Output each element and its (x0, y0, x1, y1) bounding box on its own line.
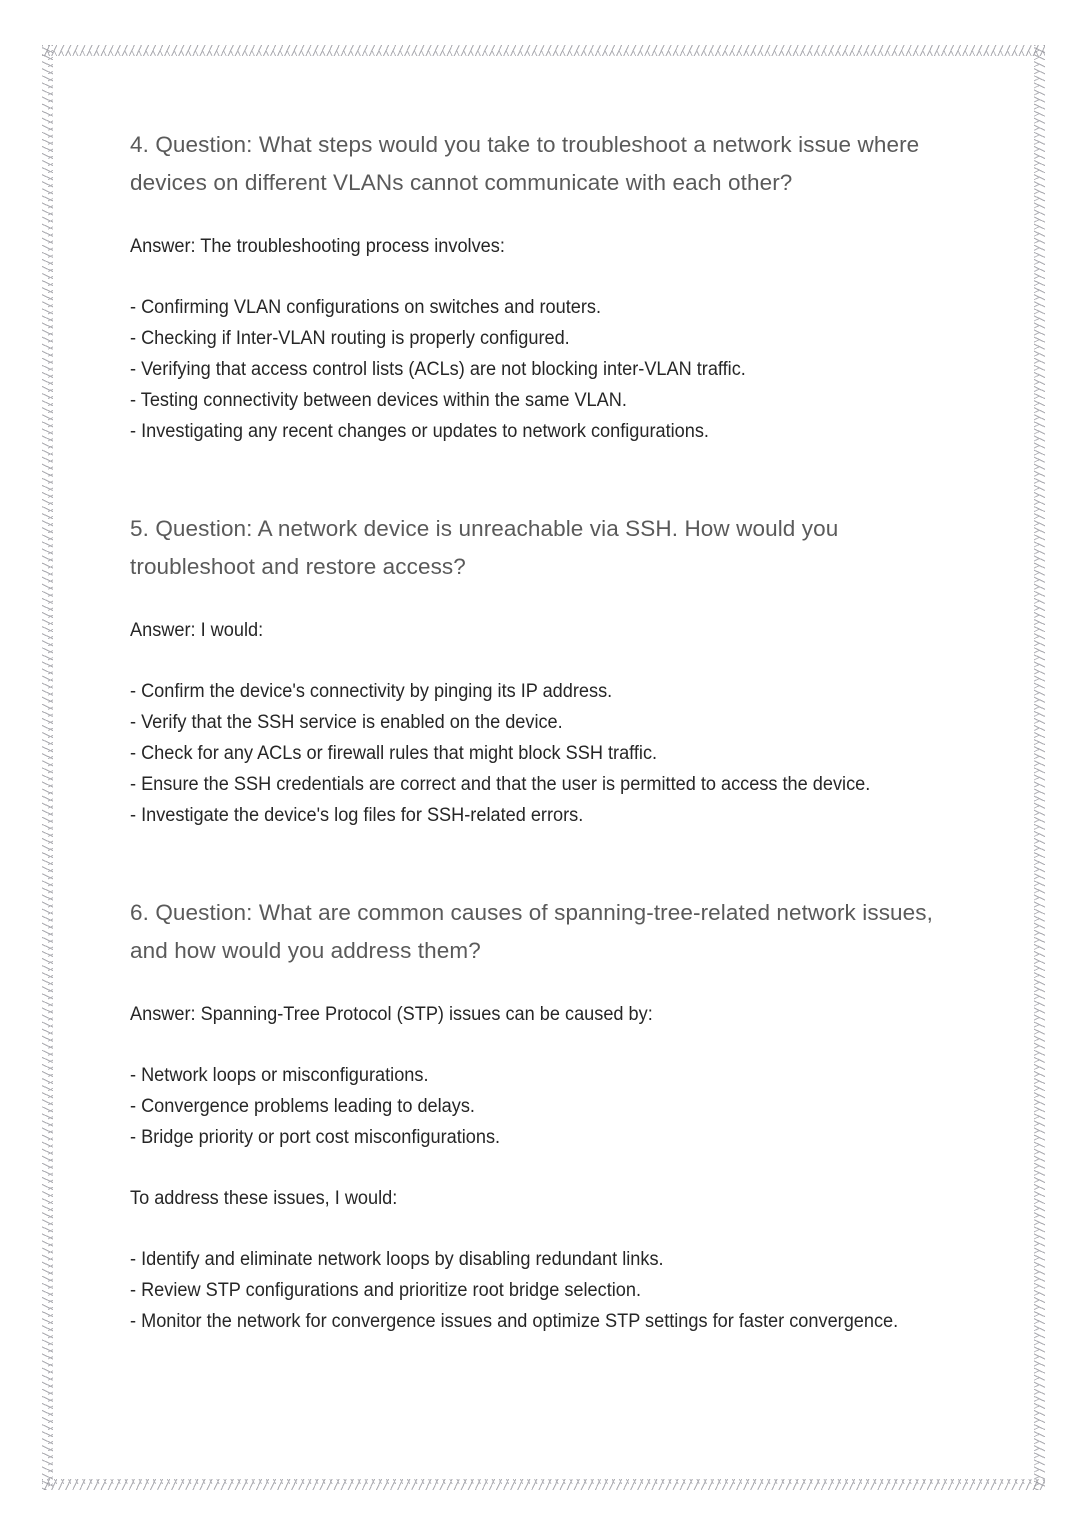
qa-section-4 (130, 126, 960, 447)
border-bottom-edge (42, 1479, 1045, 1490)
document-content (130, 126, 960, 1337)
list-item: - Review STP configurations and prioritize root bridge selection. (130, 1280, 642, 1301)
qa-section-5 (130, 510, 960, 831)
spacer (130, 586, 960, 615)
answer-bullets-6 (130, 1060, 960, 1153)
spacer (130, 447, 960, 510)
qa-section-6 (130, 894, 960, 1337)
question-heading-4: 4. Question: What steps would you take to troubleshoot a network issue where devices on different VLANs cannot communicate with each other? (130, 132, 920, 195)
list-item: - Identify and eliminate network loops by disabling redundant links. (130, 1249, 664, 1270)
spacer (130, 262, 960, 292)
border-left-edge (42, 45, 53, 1490)
answer-bullets-5 (130, 676, 960, 831)
list-item: - Confirming VLAN configurations on switches and routers. (130, 297, 601, 318)
spacer (130, 1030, 960, 1060)
list-item: - Testing connectivity between devices within the same VLAN. (130, 390, 627, 411)
list-item: - Checking if Inter-VLAN routing is properly configured. (130, 328, 570, 349)
spacer (130, 1153, 960, 1183)
answer-bullets-4 (130, 292, 960, 447)
question-heading-6: 6. Question: What are common causes of spanning-tree-related network issues, and how would you address them? (130, 900, 933, 963)
list-item: - Verify that the SSH service is enabled on the device. (130, 712, 563, 733)
list-item: - Ensure the SSH credentials are correct and that the user is permitted to access the device. (130, 774, 871, 795)
answer-intro-6: Answer: Spanning-Tree Protocol (STP) issues can be caused by: (130, 1004, 653, 1025)
list-item: - Verifying that access control lists (ACLs) are not blocking inter-VLAN traffic. (130, 359, 746, 380)
spacer (130, 202, 960, 231)
list-item: - Investigating any recent changes or updates to network configurations. (130, 421, 709, 442)
answer-intro-4: Answer: The troubleshooting process involves: (130, 236, 505, 257)
list-item: - Confirm the device's connectivity by pinging its IP address. (130, 681, 613, 702)
list-item: - Bridge priority or port cost misconfigurations. (130, 1127, 501, 1148)
spacer (130, 646, 960, 676)
list-item: - Network loops or misconfigurations. (130, 1065, 429, 1086)
spacer (130, 831, 960, 894)
list-item: - Monitor the network for convergence issues and optimize STP settings for faster convergence. (130, 1311, 899, 1332)
followup-intro-6: To address these issues, I would: (130, 1188, 398, 1209)
spacer (130, 970, 960, 999)
list-item: - Investigate the device's log files for SSH-related errors. (130, 805, 584, 826)
answer-intro-5: Answer: I would: (130, 620, 264, 641)
border-right-edge (1034, 45, 1045, 1490)
followup-bullets-6 (130, 1244, 960, 1337)
list-item: - Convergence problems leading to delays. (130, 1096, 475, 1117)
spacer (130, 1214, 960, 1244)
list-item: - Check for any ACLs or firewall rules that might block SSH traffic. (130, 743, 658, 764)
question-heading-5: 5. Question: A network device is unreachable via SSH. How would you troubleshoot and restore access? (130, 516, 839, 579)
border-top-edge (42, 45, 1045, 56)
